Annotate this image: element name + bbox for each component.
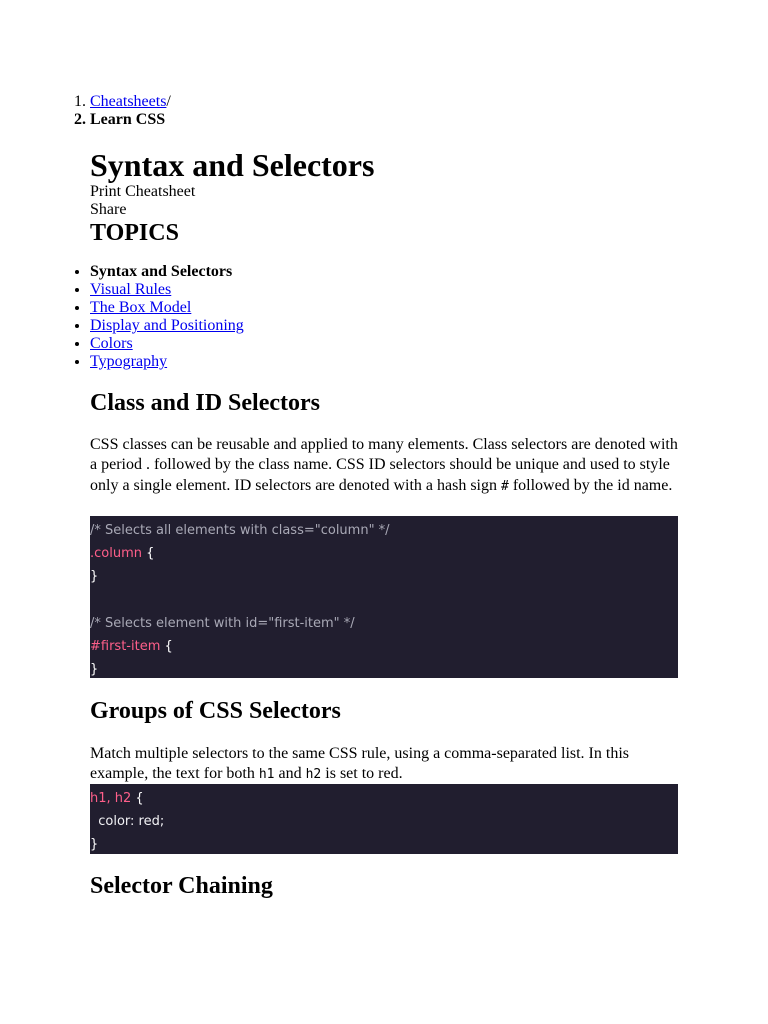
- topic-item-display-positioning: [90, 317, 244, 335]
- code-selector: .column: [90, 546, 142, 562]
- topics-list: [0, 263, 244, 371]
- paragraph-text: and: [274, 765, 306, 783]
- topic-item-colors: [90, 335, 244, 353]
- breadcrumb-link-cheatsheets[interactable]: Cheatsheets: [90, 93, 167, 110]
- code-brace-close: }: [90, 569, 99, 585]
- code-brace-open: {: [142, 546, 155, 562]
- page-title: Syntax and Selectors: [90, 147, 375, 183]
- code-line: [90, 635, 678, 658]
- print-cheatsheet-button[interactable]: Print Cheatsheet: [90, 183, 196, 200]
- code-brace-close: }: [90, 662, 99, 678]
- code-line: [90, 542, 678, 565]
- inline-code-hash: #: [501, 478, 509, 494]
- code-block-groups-of-selectors[interactable]: [90, 784, 678, 854]
- code-line: [90, 658, 678, 678]
- inline-code-h2: h2: [305, 767, 322, 783]
- section-text-class-id-selectors: [90, 435, 678, 497]
- inline-code-h1: h1: [258, 767, 275, 783]
- breadcrumb: [0, 93, 171, 129]
- section-text-groups-of-selectors: [90, 744, 678, 786]
- breadcrumb-item-learn-css: 2. Learn CSS: [90, 111, 171, 129]
- paragraph-text: followed by the id name.: [508, 476, 673, 494]
- breadcrumb-separator: /: [166, 93, 171, 110]
- code-line: [90, 519, 678, 542]
- share-button[interactable]: Share: [90, 201, 127, 218]
- code-line: [90, 612, 678, 635]
- topic-link-typography[interactable]: Typography: [90, 353, 168, 370]
- topic-link-box-model[interactable]: The Box Model: [90, 299, 192, 316]
- topic-link-visual-rules[interactable]: Visual Rules: [90, 281, 172, 298]
- code-block-class-id-selectors[interactable]: [90, 516, 678, 678]
- code-line: [90, 787, 678, 810]
- topic-item-box-model: [90, 299, 244, 317]
- section-heading-groups-of-selectors: Groups of CSS Selectors: [90, 698, 341, 724]
- code-line: [90, 565, 678, 588]
- breadcrumb-item-cheatsheets: [90, 93, 171, 111]
- section-heading-class-id-selectors: Class and ID Selectors: [90, 390, 321, 416]
- section-heading-selector-chaining: Selector Chaining: [90, 873, 273, 899]
- topic-link-display-positioning[interactable]: Display and Positioning: [90, 317, 244, 334]
- code-brace-open: {: [160, 638, 173, 654]
- code-declaration: color: red;: [90, 814, 165, 830]
- code-selector: #first-item: [90, 638, 161, 654]
- code-comment: /* Selects all elements with class="column" */: [90, 523, 390, 538]
- topics-heading: TOPICS: [90, 220, 179, 246]
- code-line: [90, 833, 678, 854]
- code-brace-open: {: [131, 791, 144, 806]
- paragraph-text: Match multiple selectors to the same CSS rule, using a comma-separated list. In this example, the text for both: [90, 745, 629, 783]
- code-selector: h1, h2: [90, 791, 132, 806]
- code-comment: /* Selects element with id="first-item" */: [90, 615, 355, 631]
- code-brace-close: }: [90, 837, 99, 853]
- topic-item-visual-rules: [90, 281, 244, 299]
- topic-link-colors[interactable]: Colors: [90, 335, 133, 352]
- topic-item-syntax-and-selectors: • Syntax and Selectors: [90, 263, 244, 281]
- code-line: [90, 810, 678, 833]
- paragraph-text: is set to red.: [321, 765, 403, 783]
- topic-item-typography: [90, 353, 244, 371]
- code-line-blank: [90, 589, 678, 612]
- paragraph-text: CSS classes can be reusable and applied to many elements. Class selectors are denoted with a period . followed by the class name. CSS ID selectors should be unique and used to style only a single element. ID selectors are denoted with a hash sign: [90, 436, 678, 494]
